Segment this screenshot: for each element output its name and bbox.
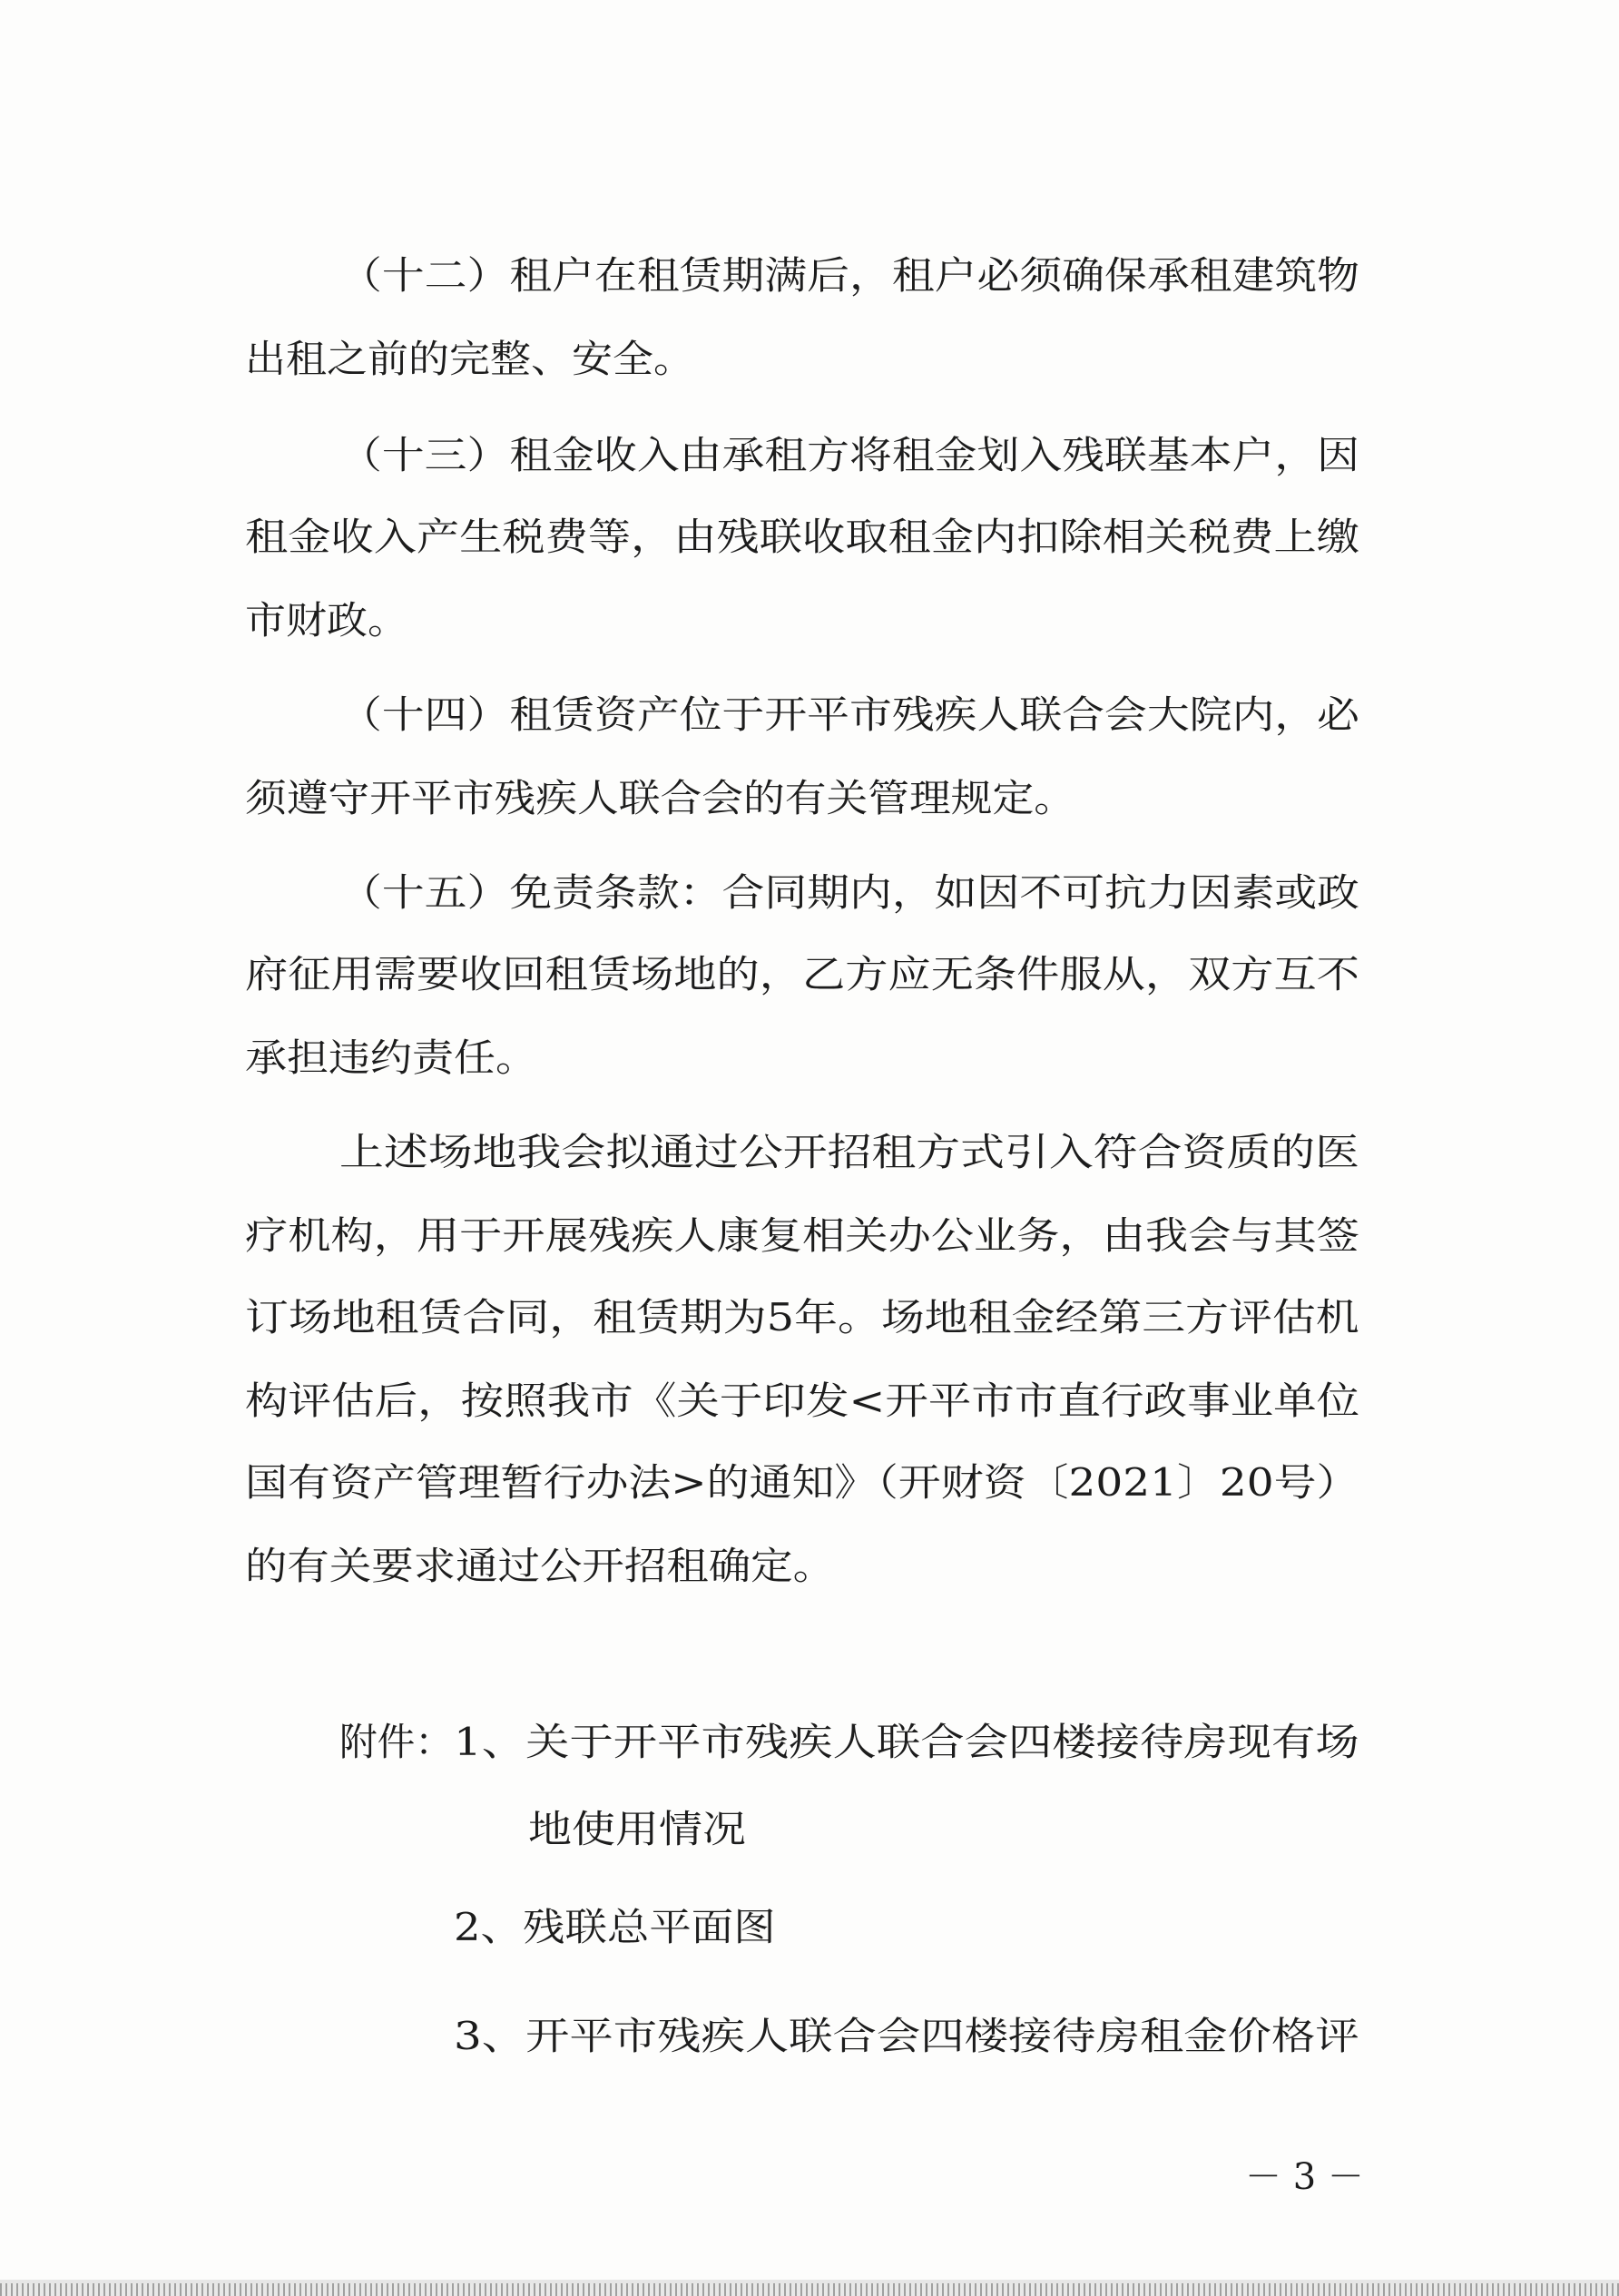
attachments-label: 附件： [339,1720,454,1764]
item-14-line-2: 须遵守开平市残疾人联合会的有关管理规定。 [245,776,1076,820]
item-13-line-2: 租金收入产生税费等，由残联收取租金内扣除相关税费上缴 [245,515,1360,559]
attachment-1-line-2: 地使用情况 [528,1807,747,1851]
attachment-1-line-1: 1、关于开平市残疾人联合会四楼接待房现有场 [454,1720,1359,1764]
item-15-line-3: 承担违约责任。 [245,1035,538,1080]
summary-line-5: 国有资产管理暂行办法>的通知》（开财资〔2021〕20号） [245,1460,1359,1505]
item-12-line-1: （十二）租户在租赁期满后，租户必须确保承租建筑物 [339,253,1360,298]
item-15-line-1: （十五）免责条款：合同期内，如因不可抗力因素或政 [339,870,1360,915]
summary-line-1: 上述场地我会拟通过公开招租方式引入符合资质的医 [339,1130,1360,1174]
summary-line-6: 的有关要求通过公开招租确定。 [245,1544,836,1588]
attachment-3: 3、开平市残疾人联合会四楼接待房租金价格评 [454,2014,1359,2058]
summary-line-2: 疗机构，用于开展残疾人康复相关办公业务，由我会与其签 [245,1213,1360,1258]
item-12-line-2: 出租之前的完整、安全。 [245,337,695,381]
summary-line-4: 构评估后，按照我市《关于印发<开平市市直行政事业单位 [245,1379,1360,1423]
item-14-line-1: （十四）租赁资产位于开平市残疾人联合会大院内，必 [339,692,1360,737]
summary-line-3: 订场地租赁合同，租赁期为5年。场地租金经第三方评估机 [245,1295,1359,1339]
item-15-line-2: 府征用需要收回租赁场地的，乙方应无条件服从，双方互不 [245,952,1360,996]
item-13-line-1: （十三）租金收入由承租方将租金划入残联基本户，因 [339,433,1360,477]
item-13-line-3: 市财政。 [245,598,409,643]
attachment-2: 2、残联总平面图 [454,1905,776,1949]
page-number: － 3 － [1245,2156,1364,2198]
scan-edge [0,2283,1619,2296]
